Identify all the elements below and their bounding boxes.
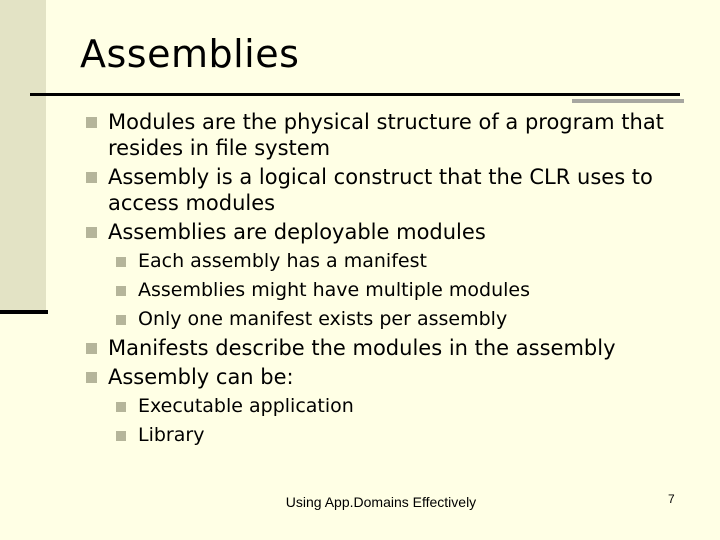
square-bullet-icon (116, 286, 126, 296)
square-bullet-icon (116, 257, 126, 267)
sub-bullet-item (116, 394, 686, 419)
title-accent-bar (572, 99, 684, 103)
page-number: 7 (668, 492, 675, 506)
slide-content (86, 106, 686, 448)
bullet-item (86, 335, 686, 361)
square-bullet-icon (86, 172, 97, 183)
bullet-text: Assembly is a logical construct that the CLR uses to access modules (108, 165, 653, 215)
bullet-text: Assemblies are deployable modules (108, 220, 486, 244)
square-bullet-icon (116, 431, 126, 441)
slide-title: Assemblies (80, 32, 300, 76)
square-bullet-icon (86, 227, 97, 238)
sub-bullet-text: Only one manifest exists per assembly (138, 308, 508, 330)
square-bullet-icon (86, 372, 97, 383)
square-bullet-icon (116, 402, 126, 412)
bullet-item (86, 364, 686, 390)
sub-bullet-item (116, 307, 686, 332)
sub-bullet-text: Library (138, 424, 205, 446)
sub-bullet-item (116, 278, 686, 303)
sub-bullet-text: Assemblies might have multiple modules (138, 279, 531, 301)
sidebar-edge-line (0, 310, 48, 314)
bullet-item (86, 109, 686, 161)
sub-bullet-item (116, 423, 686, 448)
sub-bullet-text: Executable application (138, 395, 354, 417)
bullet-item (86, 219, 686, 245)
bullet-text: Manifests describe the modules in the assembly (108, 336, 616, 360)
sub-bullet-text: Each assembly has a manifest (138, 250, 427, 272)
bullet-text: Modules are the physical structure of a program that resides in file system (108, 110, 664, 160)
bullet-text: Assembly can be: (108, 365, 294, 389)
square-bullet-icon (86, 343, 97, 354)
bullet-item (86, 164, 686, 216)
title-underline (30, 93, 680, 96)
square-bullet-icon (116, 315, 126, 325)
slide-footer: Using App.Domains Effectively (285, 494, 477, 510)
sub-bullet-item (116, 249, 686, 274)
decorative-sidebar (0, 0, 46, 312)
square-bullet-icon (86, 117, 97, 128)
